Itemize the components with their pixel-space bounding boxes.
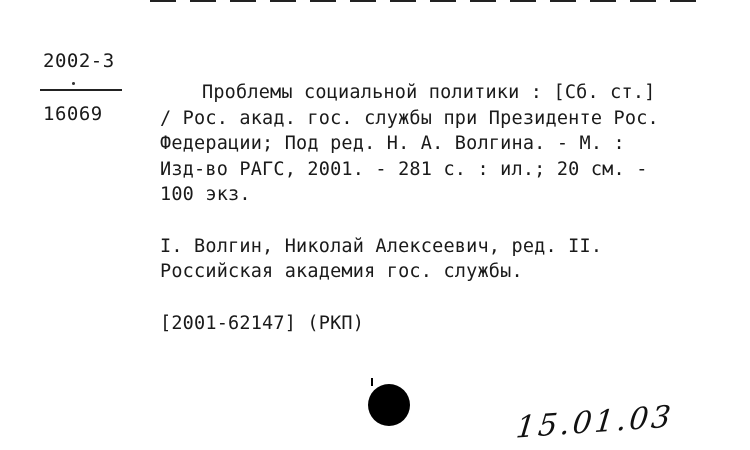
handwritten-date: 15.01.03	[514, 399, 676, 446]
shelfmark: 2002-3	[43, 50, 115, 72]
catalog-entry	[160, 80, 748, 336]
control-number: [2001-62147] (РКП)	[160, 312, 365, 334]
entry-line: Федерации; Под ред. Н. А. Волгина. - М. :	[160, 133, 625, 154]
entry-line: 100 экз.	[160, 184, 251, 205]
tracings	[160, 234, 748, 285]
control-number-block	[160, 311, 748, 337]
accession-number: 16069	[43, 103, 103, 125]
ink-dot-tail	[371, 378, 373, 386]
entry-line: / Рос. акад. гос. службы при Президенте Рос.	[160, 107, 659, 129]
ink-speck	[72, 82, 75, 85]
ink-dot	[368, 384, 410, 426]
entry-line: Проблемы социальной политики : [Сб. ст.]	[202, 82, 656, 103]
shelfmark-divider	[40, 89, 122, 91]
tracing-line: Российская академия гос. службы.	[160, 261, 523, 282]
bibliographic-description	[160, 80, 748, 208]
entry-line: Изд-во РАГС, 2001. - 281 с. : ил.; 20 см. -	[160, 158, 648, 180]
card-top-border	[150, 0, 710, 2]
tracing-line: I. Волгин, Николай Алексеевич, ред. II.	[160, 235, 603, 257]
